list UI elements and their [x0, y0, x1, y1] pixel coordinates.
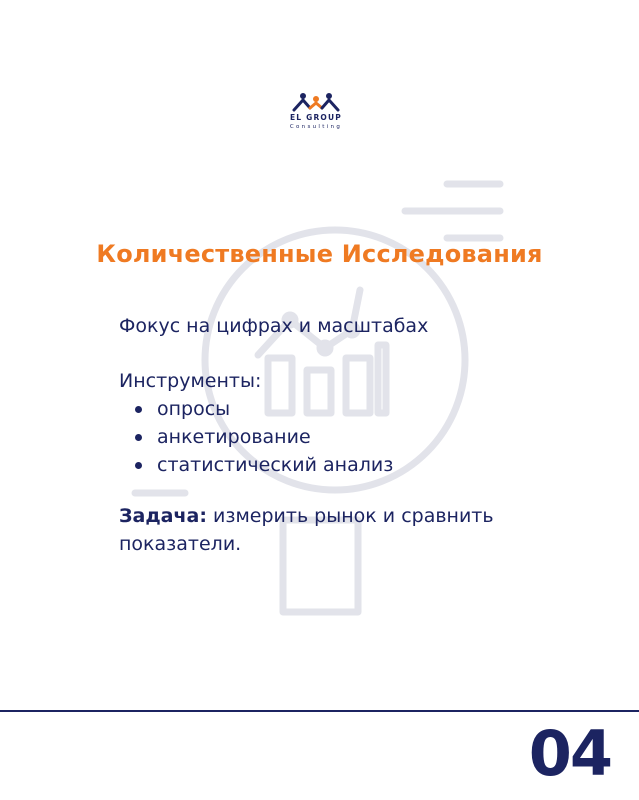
- list-item: анкетирование: [135, 423, 559, 451]
- logo-figures-icon: [270, 88, 362, 114]
- content-block: [119, 312, 559, 577]
- logo-subtitle: Consulting: [289, 124, 343, 130]
- task-label: Задача:: [119, 505, 207, 527]
- focus-text: Фокус на цифрах и масштабах: [119, 315, 429, 337]
- logo-name: EL GROUP: [289, 113, 342, 122]
- tools-label: Инструменты:: [119, 370, 262, 392]
- tools-list: [119, 395, 559, 479]
- task-description: измерить рынок и сравнить показатели.: [119, 505, 494, 555]
- page-title: Количественные Исследования: [96, 240, 543, 268]
- logo: [270, 88, 370, 138]
- list-item: опросы: [135, 395, 559, 423]
- list-item: статистический анализ: [135, 451, 559, 479]
- task-text: [119, 502, 559, 558]
- page-number: 04: [528, 717, 611, 790]
- footer-divider: [0, 710, 639, 712]
